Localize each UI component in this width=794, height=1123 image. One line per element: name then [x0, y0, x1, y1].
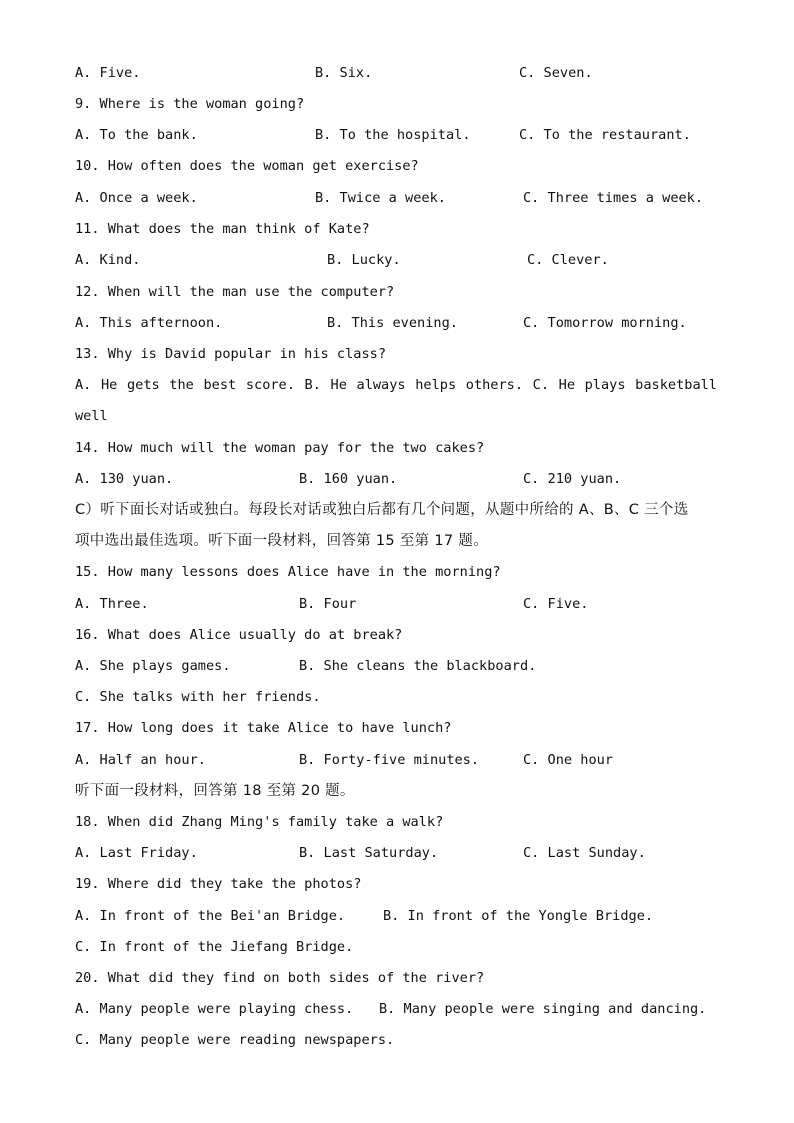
q13-question: 13. Why is David popular in his class?: [75, 346, 386, 362]
q14-option-a: A. 130 yuan.: [75, 471, 174, 487]
q12-option-c: C. Tomorrow morning.: [523, 315, 687, 331]
q16-option-a: A. She plays games.: [75, 658, 231, 674]
q20-option-c: C. Many people were reading newspapers.: [75, 1032, 395, 1048]
q15-question: 15. How many lessons does Alice have in the morning?: [75, 564, 501, 580]
q19-option-a: A. In front of the Bei'an Bridge.: [75, 908, 346, 924]
q18-option-c: C. Last Sunday.: [523, 845, 646, 861]
instruction-18-20: 听下面一段材料，回答第 18 至第 20 题。: [75, 783, 355, 799]
q10-option-b: B. Twice a week.: [315, 190, 446, 206]
q16-option-c: C. She talks with her friends.: [75, 689, 321, 705]
q13-options: A. He gets the best score. B. He always helps others. C. He plays basketball: [75, 377, 717, 393]
q15-option-a: A. Three.: [75, 596, 149, 612]
q10-option-c: C. Three times a week.: [523, 190, 704, 206]
q13-options-wrap: well: [75, 408, 108, 424]
q19-options: [75, 905, 654, 927]
q18-option-a: A. Last Friday.: [75, 845, 198, 861]
q10-question: 10. How often does the woman get exercise?: [75, 158, 419, 174]
q12-option-a: A. This afternoon.: [75, 315, 223, 331]
q14-option-c: C. 210 yuan.: [523, 471, 622, 487]
q19-option-b: B. In front of the Yongle Bridge.: [383, 908, 654, 924]
q9-option-a: A. To the bank.: [75, 127, 198, 143]
q8-option-c: C. Seven.: [519, 65, 593, 81]
q16-question: 16. What does Alice usually do at break?: [75, 627, 403, 643]
q14-option-b: B. 160 yuan.: [299, 471, 398, 487]
q9-options: [75, 124, 691, 146]
q11-options: [75, 249, 609, 271]
q19-question: 19. Where did they take the photos?: [75, 876, 362, 892]
q17-option-c: C. One hour: [523, 752, 614, 768]
q20-question: 20. What did they find on both sides of the river?: [75, 970, 485, 986]
q11-option-b: B. Lucky.: [327, 252, 401, 268]
q9-option-b: B. To the hospital.: [315, 127, 471, 143]
q16-options: [75, 655, 537, 677]
q9-question: 9. Where is the woman going?: [75, 96, 305, 112]
q11-option-c: C. Clever.: [527, 252, 609, 268]
q15-option-c: C. Five.: [523, 596, 589, 612]
section-c-instruction-2: 项中选出最佳选项。听下面一段材料，回答第 15 至第 17 题。: [75, 533, 488, 549]
q20-option-a: A. Many people were playing chess.: [75, 1001, 354, 1017]
q16-option-b: B. She cleans the blackboard.: [299, 658, 537, 674]
section-c-instruction-1: C）听下面长对话或独白。每段长对话或独白后都有几个问题，从题中所给的 A、B、C 三个选: [75, 502, 689, 518]
q15-options: [75, 593, 589, 615]
q19-option-c: C. In front of the Jiefang Bridge.: [75, 939, 354, 955]
q17-question: 17. How long does it take Alice to have lunch?: [75, 720, 452, 736]
q18-question: 18. When did Zhang Ming's family take a walk?: [75, 814, 444, 830]
q18-options: [75, 842, 646, 864]
q17-option-b: B. Forty-five minutes.: [299, 752, 480, 768]
q11-question: 11. What does the man think of Kate?: [75, 221, 370, 237]
q10-options: [75, 187, 704, 209]
q20-options: [75, 998, 707, 1020]
q15-option-b: B. Four: [299, 596, 357, 612]
q12-options: [75, 312, 687, 334]
q14-question: 14. How much will the woman pay for the two cakes?: [75, 440, 485, 456]
q10-option-a: A. Once a week.: [75, 190, 198, 206]
q8-option-b: B. Six.: [315, 65, 373, 81]
q18-option-b: B. Last Saturday.: [299, 845, 439, 861]
q20-option-b: B. Many people were singing and dancing.: [379, 1001, 707, 1017]
q17-options: [75, 749, 614, 771]
q11-option-a: A. Kind.: [75, 252, 141, 268]
q8-options: [75, 62, 593, 84]
q8-option-a: A. Five.: [75, 65, 141, 81]
q12-option-b: B. This evening.: [327, 315, 458, 331]
q12-question: 12. When will the man use the computer?: [75, 284, 395, 300]
q17-option-a: A. Half an hour.: [75, 752, 206, 768]
q9-option-c: C. To the restaurant.: [519, 127, 691, 143]
q14-options: [75, 468, 622, 490]
